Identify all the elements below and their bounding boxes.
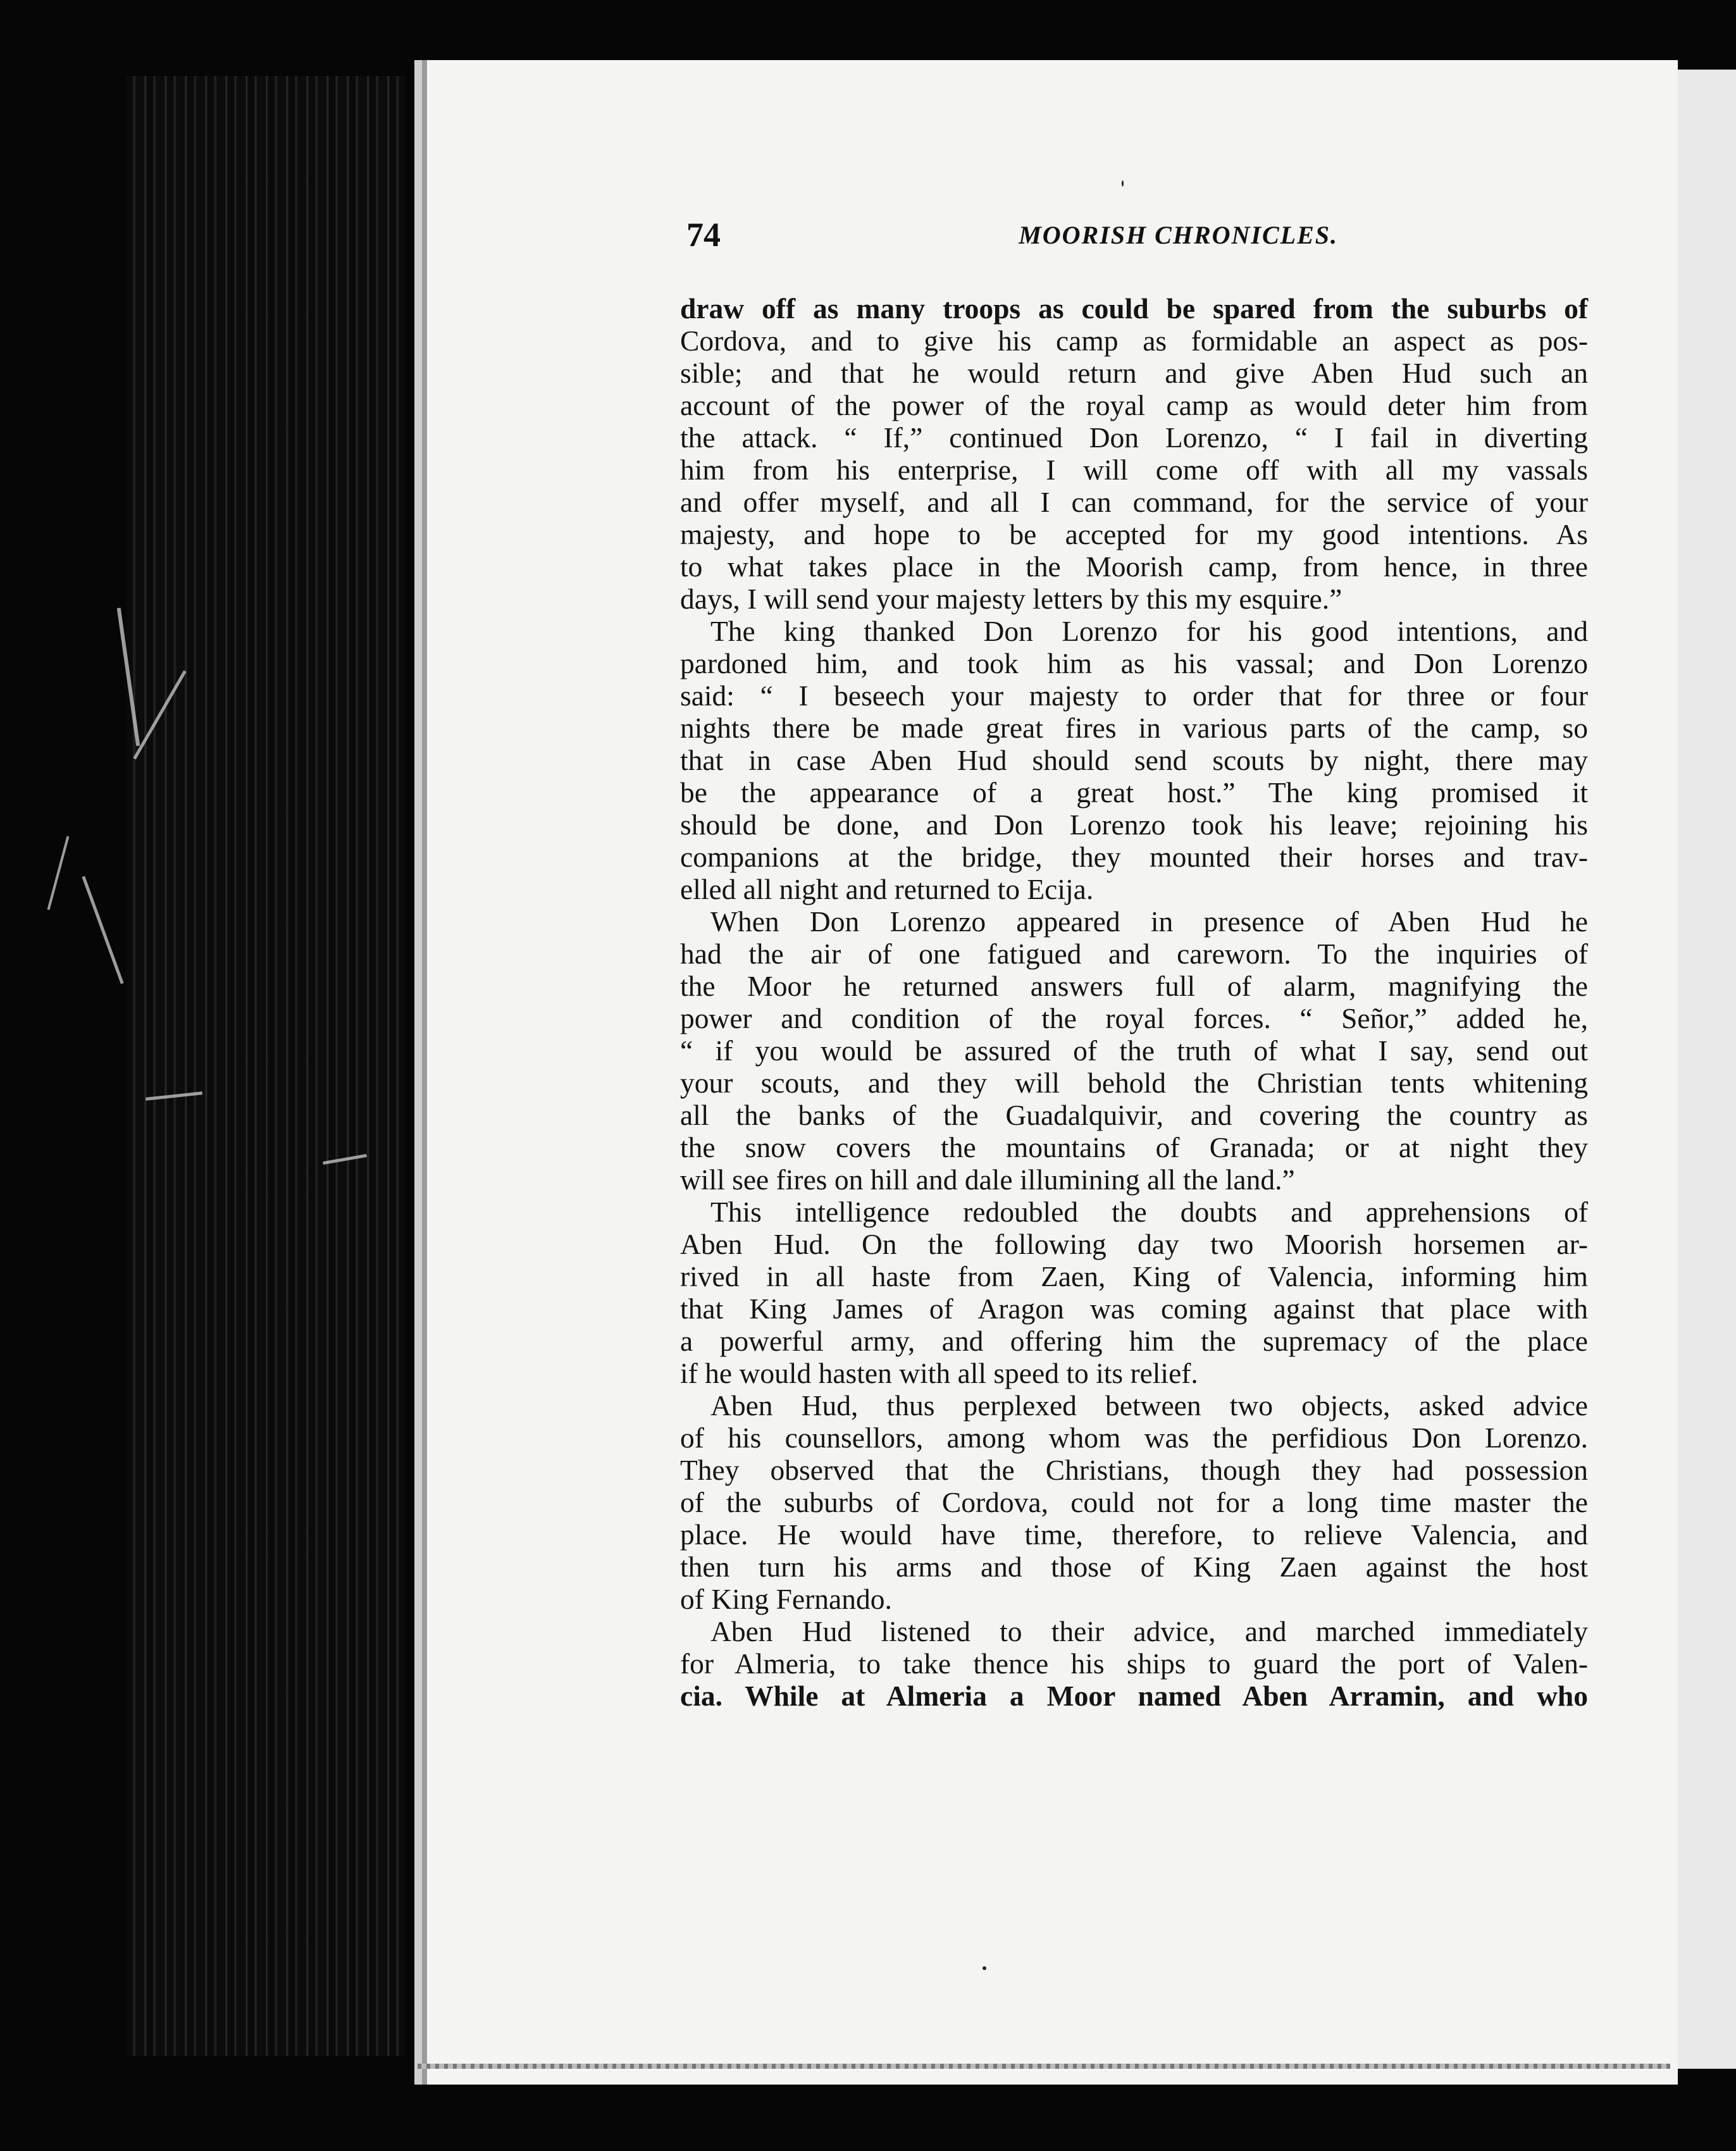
text-line: the Moor he returned answers full of alarm, magnifying the xyxy=(680,970,1588,1002)
text-line: will see fires on hill and dale illumining all the land.” xyxy=(680,1163,1295,1196)
text-line: him from his enterprise, I will come off with all my vassals xyxy=(680,454,1588,486)
text-line: sible; and that he would return and give Aben Hud such an xyxy=(680,357,1588,389)
text-line: a powerful army, and offering him the supremacy of the place xyxy=(680,1325,1588,1357)
text-line: cia. While at Almeria a Moor named Aben Arramin, and who xyxy=(680,1680,1588,1712)
text-line: majesty, and hope to be accepted for my good intentions. As xyxy=(680,518,1588,550)
text-line: The king thanked Don Lorenzo for his good intentions, and xyxy=(710,615,1588,647)
body-text xyxy=(680,292,1588,1712)
adjacent-page-edge xyxy=(1670,70,1736,2069)
text-line: Aben Hud, thus perplexed between two objects, asked advice xyxy=(710,1389,1588,1422)
text-line: elled all night and returned to Ecija. xyxy=(680,873,1094,905)
edge-scratch xyxy=(82,876,123,984)
text-line: pardoned him, and took him as his vassal; and Don Lorenzo xyxy=(680,647,1588,679)
text-line: said: “ I beseech your majesty to order that for three or four xyxy=(680,679,1588,712)
text-line: and offer myself, and all I can command, for the service of your xyxy=(680,486,1588,518)
text-line: the snow covers the mountains of Granada; or at night they xyxy=(680,1131,1588,1163)
text-line: the attack. “ If,” continued Don Lorenzo, “ I fail in diverting xyxy=(680,421,1588,454)
text-line: had the air of one fatigued and careworn. To the inquiries of xyxy=(680,938,1588,970)
text-line: be the appearance of a great host.” The king promised it xyxy=(680,776,1588,809)
page-number: 74 xyxy=(686,216,721,254)
text-line: Aben Hud. On the following day two Moorish horsemen ar- xyxy=(680,1228,1588,1260)
ink-speck xyxy=(1122,180,1124,187)
text-line: Cordova, and to give his camp as formidable an aspect as pos- xyxy=(680,325,1588,357)
text-line: Aben Hud listened to their advice, and marched immediately xyxy=(710,1615,1588,1647)
text-line: nights there be made great fires in various parts of the camp, so xyxy=(680,712,1588,744)
text-line: days, I will send your majesty letters by this my esquire.” xyxy=(680,583,1342,615)
text-line: that King James of Aragon was coming against that place with xyxy=(680,1292,1588,1325)
text-line: all the banks of the Guadalquivir, and covering the country as xyxy=(680,1099,1588,1131)
text-line: place. He would have time, therefore, to relieve Valencia, and xyxy=(680,1518,1588,1551)
text-line: draw off as many troops as could be spared from the suburbs of xyxy=(680,292,1588,325)
text-line: They observed that the Christians, though they had possession xyxy=(680,1454,1588,1486)
text-line: if he would hasten with all speed to its relief. xyxy=(680,1357,1198,1389)
text-line: your scouts, and they will behold the Christian tents whitening xyxy=(680,1067,1588,1099)
text-line: power and condition of the royal forces. “ Señor,” added he, xyxy=(680,1002,1588,1034)
text-line: companions at the bridge, they mounted their horses and trav- xyxy=(680,841,1588,873)
text-line: account of the power of the royal camp as would deter him from xyxy=(680,389,1588,421)
text-line: of his counsellors, among whom was the perfidious Don Lorenzo. xyxy=(680,1422,1588,1454)
text-line: When Don Lorenzo appeared in presence of Aben Hud he xyxy=(710,905,1588,938)
book-fore-edge xyxy=(127,76,405,2056)
text-line: of the suburbs of Cordova, could not for a long time master the xyxy=(680,1486,1588,1518)
text-line: This intelligence redoubled the doubts and apprehensions of xyxy=(710,1196,1588,1228)
text-line: rived in all haste from Zaen, King of Valencia, informing him xyxy=(680,1260,1588,1292)
page-bottom-edge xyxy=(418,2064,1670,2069)
text-line: should be done, and Don Lorenzo took his leave; rejoining his xyxy=(680,809,1588,841)
page-header xyxy=(686,215,1338,259)
running-head: MOORISH CHRONICLES. xyxy=(1019,221,1338,249)
ink-speck xyxy=(983,1966,986,1970)
text-line: for Almeria, to take thence his ships to guard the port of Valen- xyxy=(680,1647,1588,1680)
text-line: that in case Aben Hud should send scouts by night, there may xyxy=(680,744,1588,776)
text-line: then turn his arms and those of King Zaen against the host xyxy=(680,1551,1588,1583)
text-line: to what takes place in the Moorish camp, from hence, in three xyxy=(680,550,1588,583)
text-line: “ if you would be assured of the truth of what I say, send out xyxy=(680,1034,1588,1067)
text-line: of King Fernando. xyxy=(680,1583,892,1615)
edge-scratch xyxy=(47,836,70,910)
